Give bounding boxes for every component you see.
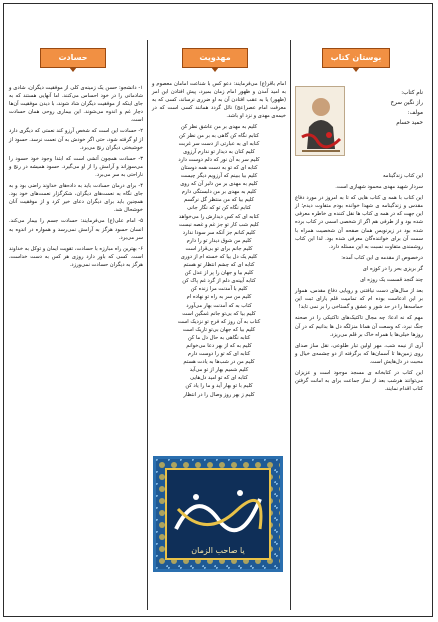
book-meta xyxy=(351,88,423,128)
poem-line: کلیم کنان به دیدار تو ندارم آرزوی xyxy=(183,148,255,155)
poem-line: کنابه ای به عبارتی از دست سر غربت xyxy=(178,140,260,147)
poem-line: کلیم جانم برای تو بی‌قرار است xyxy=(185,245,253,252)
artwork-caption: یا صاحب الزمان xyxy=(191,546,245,555)
heading-envy: حسادت xyxy=(40,48,106,68)
envy-paragraph: ۵- امام علی(ع) می‌فرمایند: حسادت جسم را بیمار می‌کند. انسان حسود هرگز به آرامش نمی‌رسد و همواره در اندوه به سر می‌برد. xyxy=(9,218,143,241)
poem-line: کلیم من در شب‌ها به یادت هستم xyxy=(183,359,255,366)
poem-line: کتابم نگاه کن گاهی به بر من نظر کن xyxy=(178,132,260,139)
book-review-paragraph: چند گنجد قسمت یک روزه ای xyxy=(360,277,423,284)
heading-mahdaviat: مهدویت xyxy=(182,48,248,68)
book-review-paragraph: بعد از سال‌های دست نیافتنی و رویایی دفاع مقدس، هموار بر این ادعاست بوده ام که تمامیت قلم یارای ثبت این حماسه‌ها را در حد شور و عشق و گستاخی را بر نمی تابد! xyxy=(295,288,423,311)
poem-line: کتابه ای که تو به دست همه دوستان xyxy=(180,164,258,171)
poem-line: کلیم شب کار تو جز غم و غصه نیست xyxy=(179,221,259,228)
heading-book-garden: بوستان کتاب xyxy=(322,48,390,68)
book-author-label: مولف: xyxy=(407,110,423,116)
poem-line: کتابه آیینه‌ی دلم از گرد غم پاک کن xyxy=(182,278,256,285)
book-review-paragraph: سردار شهید مهدی محمود شهبازی است. xyxy=(335,184,423,191)
poem-line: کتابه ای که تو را دوست دارم xyxy=(187,351,251,358)
poem-line: کتابه ای که کس دیدارش را می‌خواهد xyxy=(178,213,260,220)
column-divider-left xyxy=(147,40,148,610)
poem-line: کلیم به مهدی بر من عاشق نظر کن xyxy=(180,124,258,131)
mahdaviat-poem xyxy=(152,123,286,398)
book-review-paragraph: گر بریزی بحر را در کوزه ای xyxy=(362,265,423,272)
poem-line: کلیم من شوق دیدار تو را دارم xyxy=(186,237,252,244)
book-cover-image xyxy=(295,86,345,156)
poem-line: کلیم بیا ببینم که آرزویم دیگر چیست xyxy=(180,173,258,180)
book-review-paragraph: این کتاب در کتابخانه ی مسجد موجود است و عزیزان می‌توانند هرشب بعد از نماز جماعت برای به امانت گرفتن کتاب اقدام نمایند. xyxy=(295,369,423,393)
book-review-paragraph: آری از نیمه شب، مهر اولین تبار طلوعی، نقل ساز صدای روی زمین‌ها تا آسمان‌ها که برگرفته از دو چشمه‌ی خیال و محبت در دل‌هایش است. xyxy=(295,342,423,365)
poem-line: کلیم با آمدنت مرا زنده کن xyxy=(190,286,248,293)
poem-line: کتابه ای که تو امید دل‌هایی xyxy=(190,375,248,382)
poem-line: کتابه ای که چشم انتظار تو هستم xyxy=(183,262,255,269)
poem-line: کلیم بیا و جهان را پر از عدل کن xyxy=(184,270,254,277)
poem-line: کتاب به آن روز که فرج تو نزدیک است xyxy=(177,318,261,325)
poem-line: کلیم یک دل بیا که خسته ام از دوری xyxy=(180,253,258,260)
poem-line: کلیم سر به آن نور که دلم دوست دارد xyxy=(178,156,260,163)
left-column xyxy=(6,84,146,614)
poem-line: کلیم من سر به راه تو نهاده ام xyxy=(186,294,252,301)
poem-line: کلیم به که از بهر دعا می‌خوانم xyxy=(186,343,252,349)
envy-paragraph: ۶- بهترین راه مبارزه با حسادت، تقویت ایمان و توکل به خداوند است. کسی که باور دارد روزی هر کس به دست خداست، هرگز به دیگران حسادت نمی‌ورزد. xyxy=(9,245,143,268)
envy-paragraph: ۱- دانشجو: حسن یک زمینه‌ی کلی از موفقیت دیگران، شادی و شادمانی را در خود احساس می‌کنند. اما آنهایی هستند که به جای اینکه از موفقیت دیگران شاد شوند، با دیدن موفقیت آن‌ها دچار غم و اندوه می‌شوند. این بیماری روحی همان حسادت است. xyxy=(9,85,143,124)
book-review-paragraph: این کتاب با همه ی کتاب هایی که تا به امروز در مورد دفاع مقدس و زندگینامه ی شهدا خوانده بودم متفاوت دیدم؛ از این جهت که در همه ی کتاب ها نقل کننده ی خاطره معرفی شده بود و از طرفی هم اگر از شخصی اسمی در کتاب برده شده بود در زیرنویس همان صفحه آن شخصیت همراه با سمت آن برای خواننده‌گان معرفی شده بود. لذا این کتاب روشمندی متفاوت نسبت به این مسئله دارد. xyxy=(295,195,423,250)
mahdaviat-intro: امام باقر(ع) می‌فرمایند: دعو کس با شناعت امامان معصوم و به امید آمدن و ظهور امام زمان بمیرد، پیش افتادن این امر (ظهور) یا به عقب افتادن آن به او ضرری نرساند، کسی که به معرفت امام عصر(عج) نائل گردد همانند کسی است که در خیمه‌ی مهدی و نزد او باشد. xyxy=(152,81,286,120)
book-review-paragraph: درخصوص از مقدمه ی این کتاب آمده: xyxy=(341,254,423,261)
poem-line: کلیم بیا که جهان بی‌تو تاریک است xyxy=(182,326,256,333)
poem-line: کلیم کنانم جز آنکه سر سودا ندارد xyxy=(182,229,256,236)
poem-line: کلیم بیا که بی‌تو جانم غمگین است xyxy=(182,310,256,317)
poem-line: کتابم نگاه کن تو که نگار جانی xyxy=(187,205,251,212)
poem-line: کلیم بیا که من منتظر گل نرگسم xyxy=(184,197,254,204)
envy-paragraph: ۳- حسادت همچون آتشی است که ابتدا وجود خود حسود را می‌سوزاند و آرامش را از او می‌گیرد. حسود همیشه در رنج و ناراحتی به سر می‌برد. xyxy=(9,155,143,178)
book-name-label: نام کتاب: xyxy=(401,90,423,96)
book-review-text xyxy=(295,172,423,393)
envy-paragraph: ۲- حسادت این است که شخص آرزو کند نعمتی که دیگری دارد از او گرفته شود، حتی اگر خودش به آن نعمت نرسد. حسود از خوشبختی دیگران رنج می‌برد. xyxy=(9,128,143,151)
right-column xyxy=(291,172,427,614)
poem-line: کلیم به مهدی بر من دلبر آن که روی xyxy=(180,181,258,188)
book-info xyxy=(295,86,425,160)
poem-line: کلیم شمیم بهار از تو می‌آید xyxy=(189,367,249,374)
poem-line: کلیم با تو بهار آید و ما را یاد کن xyxy=(185,383,253,390)
envy-paragraph: ۴- برای درمان حسادت باید به داده‌های خداوند راضی بود و به جای نگاه به نعمت‌های دیگران، شکرگزار نعمت‌های خود بود. همچنین باید برای دیگران دعای خیر کرد و از موفقیت آنان خوشحال شد. xyxy=(9,183,143,214)
book-review-paragraph: مهم که نه ادعا: چه مجال تاکتیک‌های تاکتیکی را در صحنه جنگ نبرد، که وسعت آن همانا منزلگه دل ها بدانیم که در آن روزها خیلی‌ها با همراه خاک بر قلم می‌ریزد. xyxy=(295,315,423,338)
envy-text xyxy=(9,84,143,269)
book-author-value: حمید حسام xyxy=(396,120,423,126)
poem-line: کتاب به که آمدنت بهار می‌آورد xyxy=(186,302,252,309)
poem-line: کلیم ز بهر روز وصال را در انتظار xyxy=(183,391,255,398)
calligraphy-artwork xyxy=(153,456,283,572)
book-name-value: راز نگین سرخ xyxy=(390,100,423,106)
poem-line: کلیم به مهدی بر من دلبستگی دارم xyxy=(181,189,257,196)
book-review-paragraph: این کتاب زندگینامه xyxy=(382,173,423,179)
poem-line: کتابه نگاهی به حال دل ما کن xyxy=(187,334,251,341)
